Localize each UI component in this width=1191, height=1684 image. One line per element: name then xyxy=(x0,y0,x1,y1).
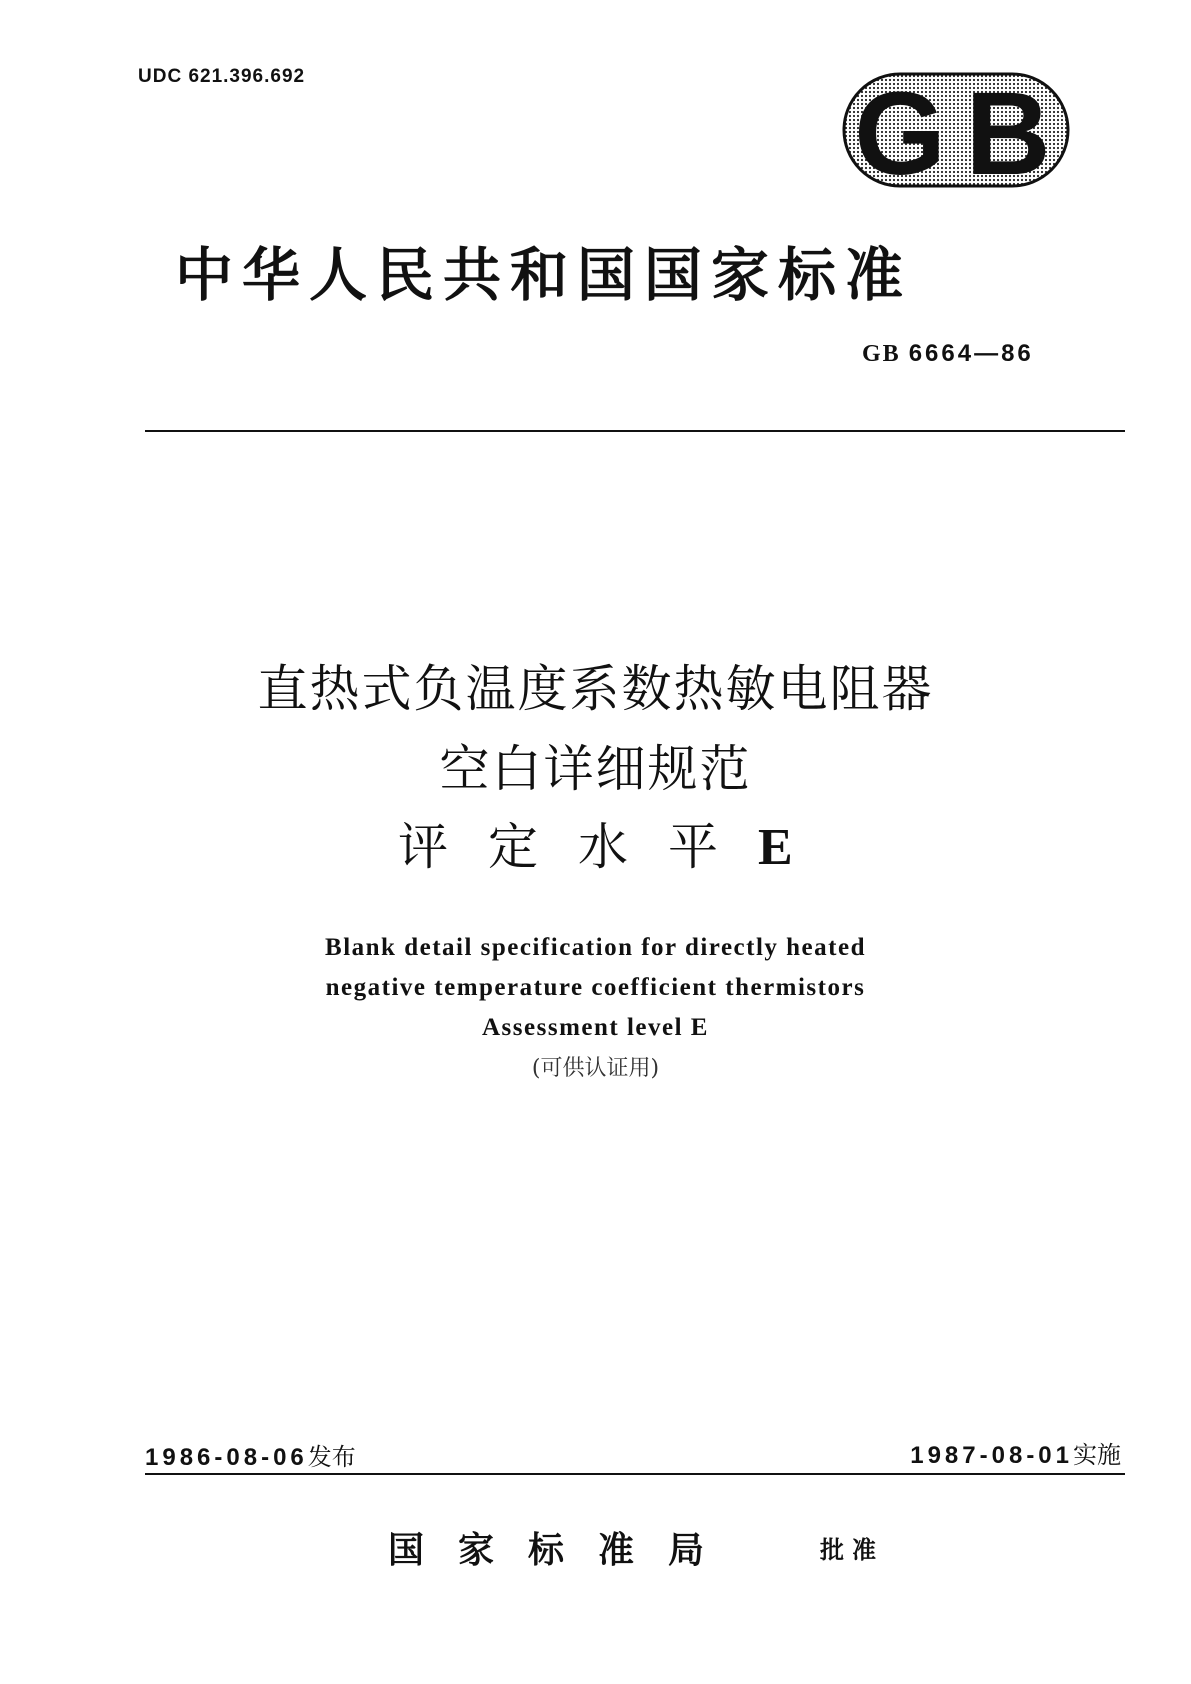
level-char: 定 xyxy=(488,818,538,876)
implementation-date xyxy=(910,1435,1121,1470)
approved-label: 批准 xyxy=(820,1536,884,1564)
certification-note: (可供认证用) xyxy=(531,1056,660,1081)
national-standard-heading: 中华人民共和国国家标准 xyxy=(175,241,913,309)
level-letter: E xyxy=(758,819,793,876)
level-char: 评 xyxy=(398,818,448,876)
issue-date-suffix: 发布 xyxy=(307,1443,356,1471)
title-en-line3: Assessment level E xyxy=(482,1014,709,1041)
header-divider xyxy=(145,430,1125,432)
approving-authority: 国家标准局 xyxy=(388,1530,739,1571)
gb-logo xyxy=(840,70,1072,190)
title-cn-assessment-level xyxy=(398,818,793,876)
footer-divider xyxy=(145,1473,1125,1475)
title-en-line2: negative temperature coefficient thermistors xyxy=(325,974,866,1001)
title-cn-line2: 空白详细规范 xyxy=(439,740,752,798)
title-cn-line1: 直热式负温度系数热敏电阻器 xyxy=(257,660,934,718)
issue-date xyxy=(145,1437,356,1472)
implement-date-value: 1987-08-01 xyxy=(910,1442,1073,1469)
standard-number xyxy=(862,340,1034,368)
standard-code-number: 6664—86 xyxy=(908,340,1034,367)
gb-logo-letter-g: G xyxy=(854,70,946,190)
udc-code: UDC 621.396.692 xyxy=(138,66,306,87)
issue-date-value: 1986-08-06 xyxy=(145,1444,308,1471)
level-char: 平 xyxy=(668,818,718,876)
level-char: 水 xyxy=(578,818,628,876)
standard-code-prefix: GB xyxy=(862,341,901,367)
title-en-line1: Blank detail specification for directly heated xyxy=(325,934,866,961)
implement-date-suffix: 实施 xyxy=(1073,1441,1121,1469)
gb-logo-letter-b: B xyxy=(965,70,1051,190)
